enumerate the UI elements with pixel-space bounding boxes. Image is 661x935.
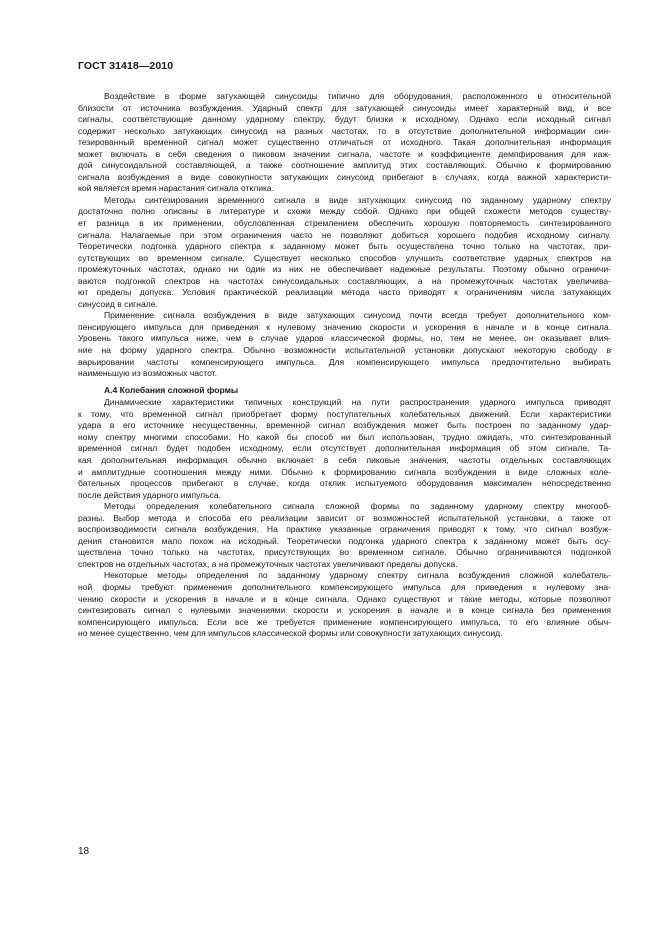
text-line: ет разница в их применении, обусловленная стремлением обеспечить хорошую повторяемость синтезированного — [78, 218, 611, 229]
section-heading: А.4 Колебания сложной формы — [104, 384, 239, 395]
text-line: и амплитудные соотношения между ними. Обычно к формированию сигнала возбуждения в виде сложных коле- — [78, 466, 611, 477]
text-line: ной формы требуют применения дополнительного компенсирующего импульса для приведения к нулевому зна- — [78, 581, 611, 592]
text-line: временной сигнал будет подобен исходному, если отсутствует дополнительная информация об этом сигнале. Та- — [78, 443, 611, 454]
text-line: синтезировать сигнал с нулевыми значениями скорости и ускорения в начале и в конце сигнала без применения — [78, 605, 611, 616]
text-line: компенсирующего импульса. Если все же требуется применение компенсирующего импульса, то его влияние обыч- — [78, 616, 611, 627]
text-line: сутствующих во временном сигнале. Существует несколько способов улучшить соответствие ударных спектров на — [78, 252, 611, 263]
text-line: после действия ударного импульса. — [78, 489, 222, 500]
paragraph — [78, 570, 611, 639]
text-line: Некоторые методы определения по заданному ударному спектру сигнала возбуждения сложной колебатель- — [104, 570, 611, 581]
paragraph — [78, 310, 611, 379]
text-line: ют пределы допуска. Условия практической реализации метода часто приводят к ограничениям числа затухающих — [78, 287, 611, 298]
text-line: ному спектру многими способами. Но какой бы способ ни был использован, трудно ожидать, что синтезированный — [78, 431, 611, 442]
text-line: Динамические характеристики типичных конструкций на пути распространения ударного импульса приводят — [104, 397, 611, 408]
document-body — [78, 91, 611, 640]
text-line: Воздействие в форме затухающей синусоиды типично для оборудования, расположенного в относительной — [104, 91, 611, 101]
text-line: варьировании частоты компенсирующего импульса. Для компенсирующего импульса предпочтительно выбирать — [78, 356, 611, 367]
text-line: наименьшую из возможных частот. — [78, 368, 218, 379]
text-line: сигналы, соответствующие данному ударному спектру, будут близки к исходному. Однако если исходный сигнал — [78, 114, 611, 125]
text-line: пенсирующего импульса для приведения к нулевому значению скорости и ускорения в начале и в конце сигнала. — [78, 321, 611, 332]
text-line: может включать в себя сведения о пиковом значении сигнала, частоте и коэффициенте демпфирования для каж- — [78, 148, 611, 159]
text-line: воспроизводимости сигнала возбуждения. На практике указанные ограничения приводят к тому, что сигнал возбуж- — [78, 524, 611, 535]
text-line: достаточно полно описаны в литературе и схожи между собой. Однако при общей схожести методов существу- — [78, 206, 611, 217]
text-line: Уровень такого импульса ниже, чем в случае ударов классической формы, но, тем не менее, он оказывает влия- — [78, 333, 611, 344]
text-line: ществлена точно только на частотах, присутствующих во временном сигнале. Обычно ограничиваются подгонкой — [78, 547, 611, 558]
text-line: содержит несколько затухающих синусоид на разных частотах, то в отсутствие дополнительной информации син- — [78, 125, 611, 136]
text-line: тезированный временной сигнал может существенно отличаться от исходного. Такая дополнительная информация — [78, 137, 611, 148]
text-line: Теоретически подгонка ударного спектра к заданному может быть осуществлена точно только на частотах, при- — [78, 241, 611, 252]
text-line: промежуточных частотах, однако ни один из них не обеспечивает надежные результаты. Поэтому обычно ограничи- — [78, 264, 611, 275]
text-line: ние на форму ударного спектра. Обычно возможности испытательной установки допускают некоторую свободу в — [78, 345, 611, 356]
text-line: сигнала. Налагаемые при этом ограничения часто не позволяют добиться хорошего подобия исходному сигналу. — [78, 229, 611, 240]
text-line: спектров на отдельных частотах, а на промежуточных частотах увеличивают пределы допуска. — [78, 558, 458, 569]
text-line: Применение сигнала возбуждения в виде затухающих синусоид почти всегда требует дополнительного ком- — [104, 310, 611, 321]
paragraph — [78, 195, 611, 310]
text-line: синусоид в сигнале. — [78, 298, 158, 309]
text-line: кой является время нарастания сигнала отклика. — [78, 183, 275, 194]
document-header: ГОСТ 31418—2010 — [78, 60, 174, 72]
page-number: 18 — [78, 846, 90, 857]
text-line: чению скорости и ускорения в начале и в конце сигнала. Однако существуют и такие методы, которые позволяют — [78, 593, 611, 604]
text-line: к тому, что временной сигнал приобретает форму поступательных колебательных движений. Если характеристики — [78, 408, 611, 419]
text-line: дой синусоидальной составляющей, а также соотношение амплитуд этих составляющих. Обычно к формированию — [78, 160, 611, 171]
text-line: но менее существенно, чем для импульсов классической формы или совокупности затухающих синусоид. — [78, 628, 503, 639]
text-line: Методы определения колебательного сигнала сложной формы по заданному ударному спектру многооб- — [104, 501, 611, 512]
text-line: дения становится мало похож на исходный. Теоретически подгонка ударного спектра к заданному может быть осу- — [78, 535, 611, 546]
text-line: ваются подгонкой спектров на частотах синусоидальных составляющих, а на промежуточных частотах увеличива- — [78, 275, 611, 286]
paragraph — [78, 91, 611, 195]
text-line: кая дополнительная информация обычно включает в себя пиковые значения, частоты отдельных составляющих — [78, 454, 611, 465]
paragraph — [78, 501, 611, 570]
text-line: Методы синтезирования временного сигнала в виде затухающих синусоид по заданному ударному спектру — [104, 194, 611, 205]
text-line: бательных процессов прибегают в случае, когда отклик испытуемого оборудования максимален непосредственно — [78, 478, 611, 489]
text-line: разны. Выбор метода и способа его реализации зависит от возможностей испытательной установки, а также от — [78, 512, 611, 523]
paragraph — [78, 397, 611, 501]
text-line: сигнала возбуждения в виде совокупности затухающих синусоид прибегают в случаях, когда важной характеристи- — [78, 171, 611, 182]
text-line: близости от источника возбуждения. Ударный спектр для затухающей синусоиды имеет характерный вид, и все — [78, 102, 611, 113]
text-line: удара в его источнике несущественны, временной сигнал возбуждения может быть построен по заданному удар- — [78, 420, 611, 431]
